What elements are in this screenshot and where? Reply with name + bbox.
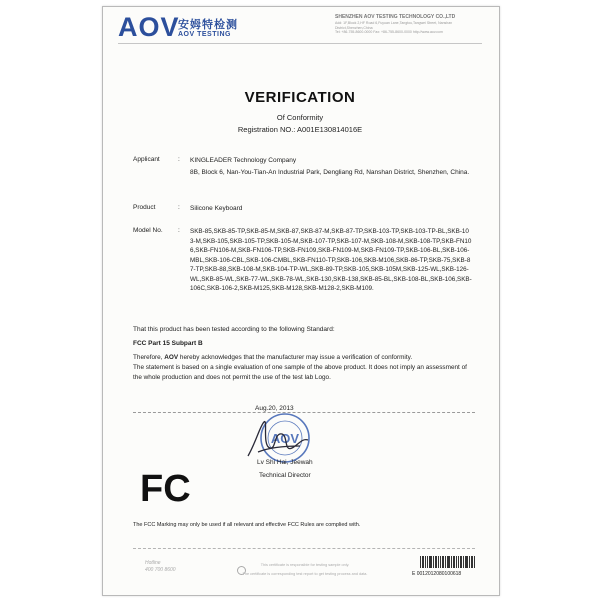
ack-prefix: Therefore, [133, 354, 163, 361]
product-value: Silicone Keyboard [190, 205, 243, 212]
applicant-separator: : [178, 156, 180, 163]
signer-name: Lv Shi Hai, Jeewah [257, 459, 313, 466]
document-title: VERIFICATION [244, 89, 356, 106]
hotline-number: 400 700 8600 [145, 567, 176, 573]
footer-divider [133, 548, 475, 549]
logo-english-text: AOV TESTING [178, 31, 231, 38]
company-contact-line: Tel: +86-755-8600-0000 Fax: +86-755-8600-0000 http://www.aov.com [335, 30, 443, 34]
signer-title: Technical Director [259, 472, 311, 479]
aov-logo: AOV [118, 12, 180, 42]
fcc-marking-note: The FCC Marking may only be used if all relevant and effective FCC Rules are complied with. [133, 522, 361, 528]
stamp-and-signature [238, 412, 328, 464]
applicant-name: KINGLEADER Technology Company [190, 157, 297, 164]
company-address-line: Add: 1F,Block 2,HF Road 6,Fuyuan Lane,Tangtou,Tangwei Street, Nanshan District,Shenzhen,China [335, 21, 453, 30]
stamp-text: AOV [270, 431, 300, 446]
ack-rest: hereby acknowledges that the manufacturer may issue a verification of conformity. [179, 354, 413, 361]
test-statement: That this product has been tested according to the following Standard: [133, 326, 335, 333]
ack-line2: The statement is based on a single evaluation of one sample of the above product. It does not imply an assessment of the whole production and does not permit the use of the test lab Logo. [133, 363, 467, 381]
applicant-address: 8B, Block 6, Nan-You-Tian-An Industrial Park, Dengliang Rd, Nanshan District, Shenzhen, China. [190, 169, 470, 176]
model-separator: : [178, 227, 180, 234]
model-label: Model No. [133, 227, 163, 234]
product-separator: : [178, 204, 180, 211]
hotline-label: Hotline [145, 560, 161, 566]
company-name: SHENZHEN AOV TESTING TECHNOLOGY CO.,LTD [335, 14, 456, 20]
certificate-serial: E 001201208010061​8 [412, 571, 462, 577]
applicant-label: Applicant [133, 156, 160, 163]
company-address [335, 21, 480, 35]
logo-chinese-text: 安姆特检测 [178, 19, 238, 31]
registration-number: Registration NO.: A001E130814016E [237, 125, 363, 134]
fcc-logo [140, 466, 191, 510]
fcc-logo-text: FC [140, 468, 191, 510]
acknowledgement [133, 353, 475, 382]
issue-date: Aug.20, 2013 [255, 405, 294, 412]
barcode [420, 556, 475, 568]
product-label: Product [133, 204, 156, 211]
document-subtitle: Of Conformity [276, 113, 324, 122]
model-list: SKB-85,SKB-85-TP,SKB-85-M,SKB-87,SKB-87-M,SKB-87-TP,SKB-103-TP,SKB-103-TP-BL,SKB-103-M,SKB-105,SKB-105-TP,SKB-105-M,SKB-107-TP,SKB-107-M,SKB-108-M,SKB-108-TP,SKB-FN106,SKB-FN106-M,SKB-FN106-TP,SKB-FN109,SKB-FN109-M,SKB-FN109-TP,SKB-106-BL,SKB-106-MBL,SKB-106-CBL,SKB-106-CMBL,SKB-FN110-TP,SKB-106,SKB-M106,SKB-86-TP,SKB-75,SKB-87-TP,SKB-88,SKB-108-M,SKB-104-TP-WL,SKB-89-TP,SKB-105,SKB-105M,SKB-125-WL,SKB-126-WL,SKB-85-WL,SKB-77-WL,SKB-78-WL,SKB-130,SKB-138,SKB-85-BL,SKB-108-BL,SKB-106,SKB-106C,SKB-106-2,SKB-M125,SKB-M128,SKB-M128-2,SKB-M109. [190, 228, 472, 292]
footer-disclaimer-1: This certificate is responsible for testing sample only. [260, 563, 350, 567]
test-standard: FCC Part 15 Subpart B [133, 340, 203, 347]
header-divider [118, 43, 482, 44]
ack-brand: AOV [164, 354, 179, 361]
footer-disclaimer-2: The certificate is corresponding test report to get testing process and data. [242, 572, 368, 576]
